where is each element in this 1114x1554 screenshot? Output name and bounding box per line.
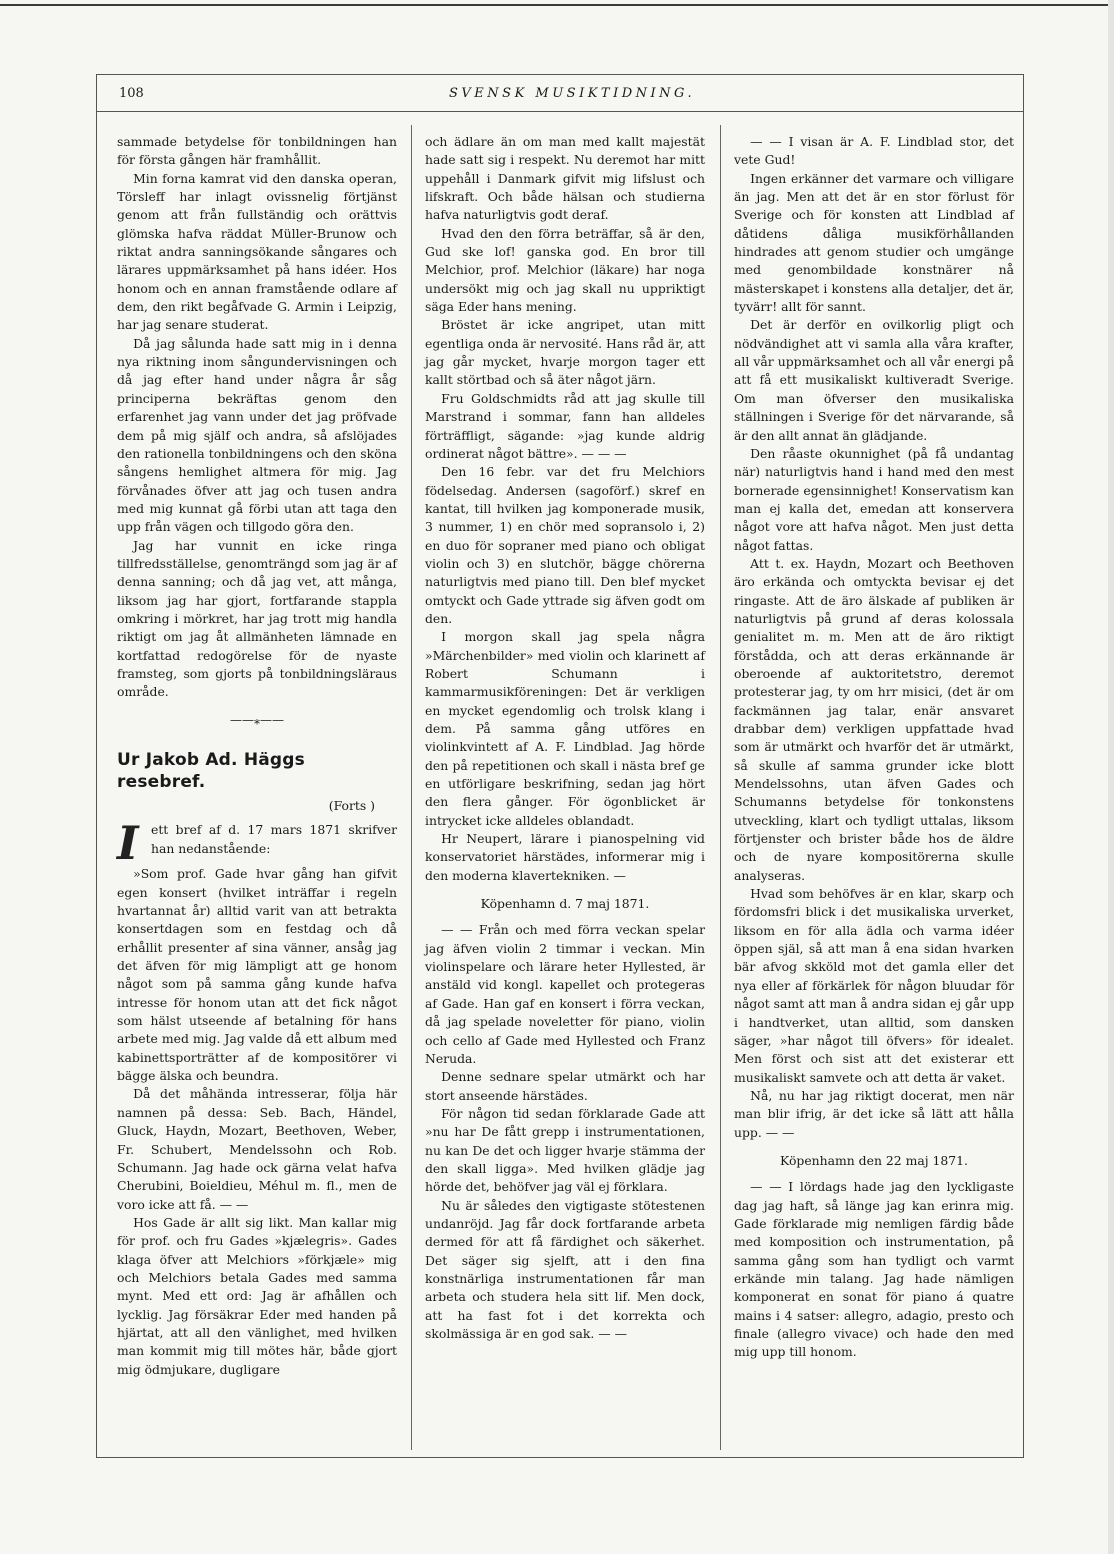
paragraph: Ingen erkänner det varmare och villigare än jag. Men att det är en stor förlust för Sverige och för konsten att Lindblad af dåtidens dåliga musikförhållanden hindrades att genom studier och umgänge med genombildade konstnärer nå mästerskapet i konstens alla detaljer, det är, tyvärr! allt för sannt.	[734, 170, 1014, 315]
paragraph: Bröstet är icke angripet, utan mitt egentliga onda är nervosité. Hans råd är, att jag går mycket, hvarje morgon tager ett kallt störtbad och så äter något järn.	[425, 317, 705, 388]
paragraph: Nå, nu har jag riktigt docerat, men när man blir ifrig, är det icke så lätt att hålla upp. — —	[734, 1087, 1014, 1140]
paragraph: Då det måhända intresserar, följa här namnen på dessa: Seb. Bach, Händel, Gluck, Haydn, Mozart, Beethoven, Weber, Fr. Schubert, Mendelssohn och Rob. Schumann. Jag hade ock gärna velat hafva Cherubini, Boieldieu, Méhul m. fl., men de voro icke att få. — —	[117, 1086, 397, 1212]
page-number: 108	[119, 86, 144, 101]
paragraph: sammade betydelse för tonbildningen han för första gången här framhållit.	[117, 134, 397, 168]
scan-top-edge	[0, 4, 1114, 6]
paragraph: ett bref af d. 17 mars 1871 skrifver han nedanstående:	[151, 822, 397, 856]
dateline: Köpenhamn den 22 maj 1871.	[780, 1152, 968, 1168]
dateline: Köpenhamn d. 7 maj 1871.	[480, 896, 650, 912]
column-2	[425, 133, 705, 1343]
paragraph: Hr Neupert, lärare i pianospelning vid konservatoriet härstädes, informerar mig i den moderna klavertekniken. —	[425, 831, 705, 883]
paragraph: Min forna kamrat vid den danska operan, Törsleff har inlagt ovissnelig förtjänst genom att från fullständig och orättvis glömska hafva räddat Müller-Brunow och riktat andra sanningsökande sångares och lärares uppmärksamhet på hans idéer. Hos honom och en annan framstående odlare af dem, den rikt begåfvade G. Armin i Leipzig, har jag senare studerat.	[117, 170, 397, 333]
article-title: Ur Jakob Ad. Häggs resebref.	[117, 750, 305, 792]
paragraph: — — I lördags hade jag den lyckligaste dag jag haft, så länge jag kan erinra mig. Gade förklarade mig nemligen färdig både med komposition och instrumentation, på samma gång som han tydligt och varmt erkände min talang. Jag hade nämligen komponerat en sonat för piano á quatre mains i 4 satser: allegro, adagio, presto och finale (allegro vivace) och hade den med mig upp till honom.	[734, 1179, 1014, 1360]
paragraph: — — Från och med förra veckan spelar jag äfven violin 2 timmar i veckan. Min violinspelare och lärare heter Hyllested, är anstäld vid kongl. kapellet och protegeras af Gade. Han gaf en konsert i förra veckan, då jag spelade noveletter för piano, violin och cello af Gade med Hyllested och Franz Neruda.	[425, 922, 705, 1066]
paragraph: I morgon skall jag spela några »Märchenbilder» med violin och klarinett af Robert Schumann i kammarmusikföreningen: Det är verkligen en mycket egendomlig och trolsk klang i dem. På samma gång utföres en violinkvintett af A. F. Lindblad. Jag hörde den på repetitionen och skall i nästa bref ge en utförligare beskrifning, sedan jag hört den flera gånger. För ögonblicket är intrycket icke alldeles oblandadt.	[425, 629, 705, 828]
paragraph: Hvad som behöfves är en klar, skarp och fördomsfri blick i det musikaliska urverket, liksom en för alla ädla och varma idéer öppen själ, så att man å ena sidan hvarken bär afvog skköld mot det gamla eller det nya eller af förkärlek för någon bluudar för något samt att man å andra sidan ej går upp i handtverket, utan alltid, som dansken säger, »har något till öfvers» för idealet. Men först och sist att det existerar ett musikaliskt samvete och att detta är vaket.	[734, 886, 1014, 1085]
section-separator: ——⁎——	[230, 712, 284, 727]
page-header	[97, 75, 1023, 112]
paragraph: Att t. ex. Haydn, Mozart och Beethoven äro erkända och omtyckta bevisar ej det ringaste. Att de äro älskade af publiken är naturligtvis på grund af deras kolossala genialitet m. m. Men att de äro riktigt förstådda, och att deras erkännande är oberoende af auktoritetstro, deremot protesterar jag, ty om hrr misici, (det är om fackmännen jag talar, enär ansvaret drabbar dem) verkligen uppfattade hvad som är utmärkt och hvarför det är utmärkt, så skulle af samma grunder icke blott Mendelssohns, utan äfven Gades och Schumanns betydelse för tonkonstens utveckling, klart och tydligt uttalas, liksom förtjenster och brister både hos de äldre och de nyare kompositörerna skulle analyseras.	[734, 555, 1014, 883]
column-rule-right	[720, 125, 721, 1450]
paragraph: Denne sednare spelar utmärkt och har stort anseende härstädes.	[425, 1069, 705, 1103]
column-rule-left	[411, 125, 412, 1450]
paragraph: — — I visan är A. F. Lindblad stor, det vete Gud!	[734, 134, 1014, 168]
paragraph: Den 16 febr. var det fru Melchiors födelsedag. Andersen (sagoförf.) skref en kantat, till hvilken jag komponerade musik, 3 nummer, 1) en chör med sopransolo i, 2) en duo för sopraner med piano och obligat violin och 3) en slutchör, bägge chörerna naturligtvis med piano till. Den blef mycket omtyckt och Gade yttrade sig äfven godt om den.	[425, 464, 705, 626]
continued-label: (Forts )	[328, 798, 375, 813]
paragraph: Det är derför en ovilkorlig pligt och nödvändighet att vi samla alla våra krafter, all vår uppmärksamhet och all vår energi på att få ett musikaliskt kultiveradt Sverige. Om man öfverser den musikaliska ställningen i Sverige för det närvarande, så är den allt annat än glädjande.	[734, 317, 1014, 443]
paragraph: Hvad den den förra beträffar, så är den, Gud ske lof! ganska god. En bror till Melchior, prof. Melchior (läkare) har noga undersökt mig och jag skall nu uppriktigt säga Eder hans mening.	[425, 225, 705, 315]
running-title: SVENSK MUSIKTIDNING.	[449, 86, 696, 101]
page-frame	[96, 74, 1024, 1458]
paragraph: Den råaste okunnighet (på få undantag när) naturligtvis hand i hand med den mest bornerade egensinnighet! Konservatism kan man ej kalla det, emedan att konservera något vore att hafva något. Men just detta något fattas.	[734, 445, 1014, 553]
paragraph: Fru Goldschmidts råd att jag skulle till Marstrand i sommar, fann han alldeles förträffligt, sägande: »jag kunde aldrig ordinerat något bättre». — — —	[425, 390, 705, 461]
paragraph: Då jag sålunda hade satt mig in i denna nya riktning inom sångundervisningen och då jag efter hand under några år såg principerna bekräftas genom den erfarenhet jag vann under det jag pröfvade dem på mig själf och andra, så afslöjades den rationella tonbildningens och den sköna sångens hemlighet altmera för mig. Jag förvånades öfver att jag och tusen andra med mig kunnat gå förbi utan att taga den upp från vägen och tillgodo göra den.	[117, 335, 397, 535]
paragraph: Jag har vunnit en icke ringa tillfredsställelse, genomträngd som jag är af denna sanning; och då jag vet, att många, liksom jag har gjort, fortfarande stappla omkring i mörkret, har jag trott mig handla riktigt om jag åt allmänheten lämnade en kortfattad redogörelse för de nyaste framsteg, som gjorts på tonbildningsläraus område.	[117, 537, 397, 700]
paragraph: Nu är således den vigtigaste stötestenen undanröjd. Jag får dock fortfarande arbeta dermed för att få färdighet och säkerhet. Det säger sig sjelft, att i den fina konstnärliga instrumentationen får man arbeta och studera hela sitt lif. Men dock, att ha fast fot i det korrekta och skolmässiga är en god sak. — —	[425, 1197, 705, 1341]
paragraph: För någon tid sedan förklarade Gade att »nu har De fått grepp i instrumentationen, nu kan De det och ligger hvarje stämma der den skall ligga». Med hvilken glädje jag hörde det, behöfver jag väl ej förklara.	[425, 1105, 705, 1195]
paragraph: och ädlare än om man med kallt majestät hade satt sig i respekt. Nu deremot har mitt uppehåll i Danmark gifvit mig lifslust och lifskraft. Och både hälsan och studierna hafva naturligtvis godt deraf.	[425, 134, 705, 223]
scan-right-edge	[1108, 0, 1114, 1554]
column-1	[117, 133, 397, 1379]
paragraph: »Som prof. Gade hvar gång han gifvit egen konsert (hvilket inträffar i regeln hvartannat år) alltid varit van att betrakta konsertdagen som en festdag och då erhållit presenter af sina vänner, ansåg jag det äfven för mig lämpligt att ge honom något som på samma gång kunde hafva intresse för honom utan att det fick något som hälst utseende af betalning för hans arbete med mig. Jag valde då ett album med kabinettsporträtter af de kompositörer vi bägge älska och beundra.	[117, 866, 397, 1084]
column-3	[734, 133, 1014, 1362]
paragraph: Hos Gade är allt sig likt. Man kallar mig för prof. och fru Gades »kjælegris». Gades klaga öfver att Melchiors »förkjæle» mig och Melchiors betala Gades med samma mynt. Med ett ord: Jag är afhållen och lycklig. Jag försäkrar Eder med handen på hjärtat, att all den vänlighet, med hvilken man kommit mig till mötes här, både gjort mig ödmjukare, dugligare	[117, 1214, 397, 1377]
drop-cap: I	[117, 816, 139, 871]
